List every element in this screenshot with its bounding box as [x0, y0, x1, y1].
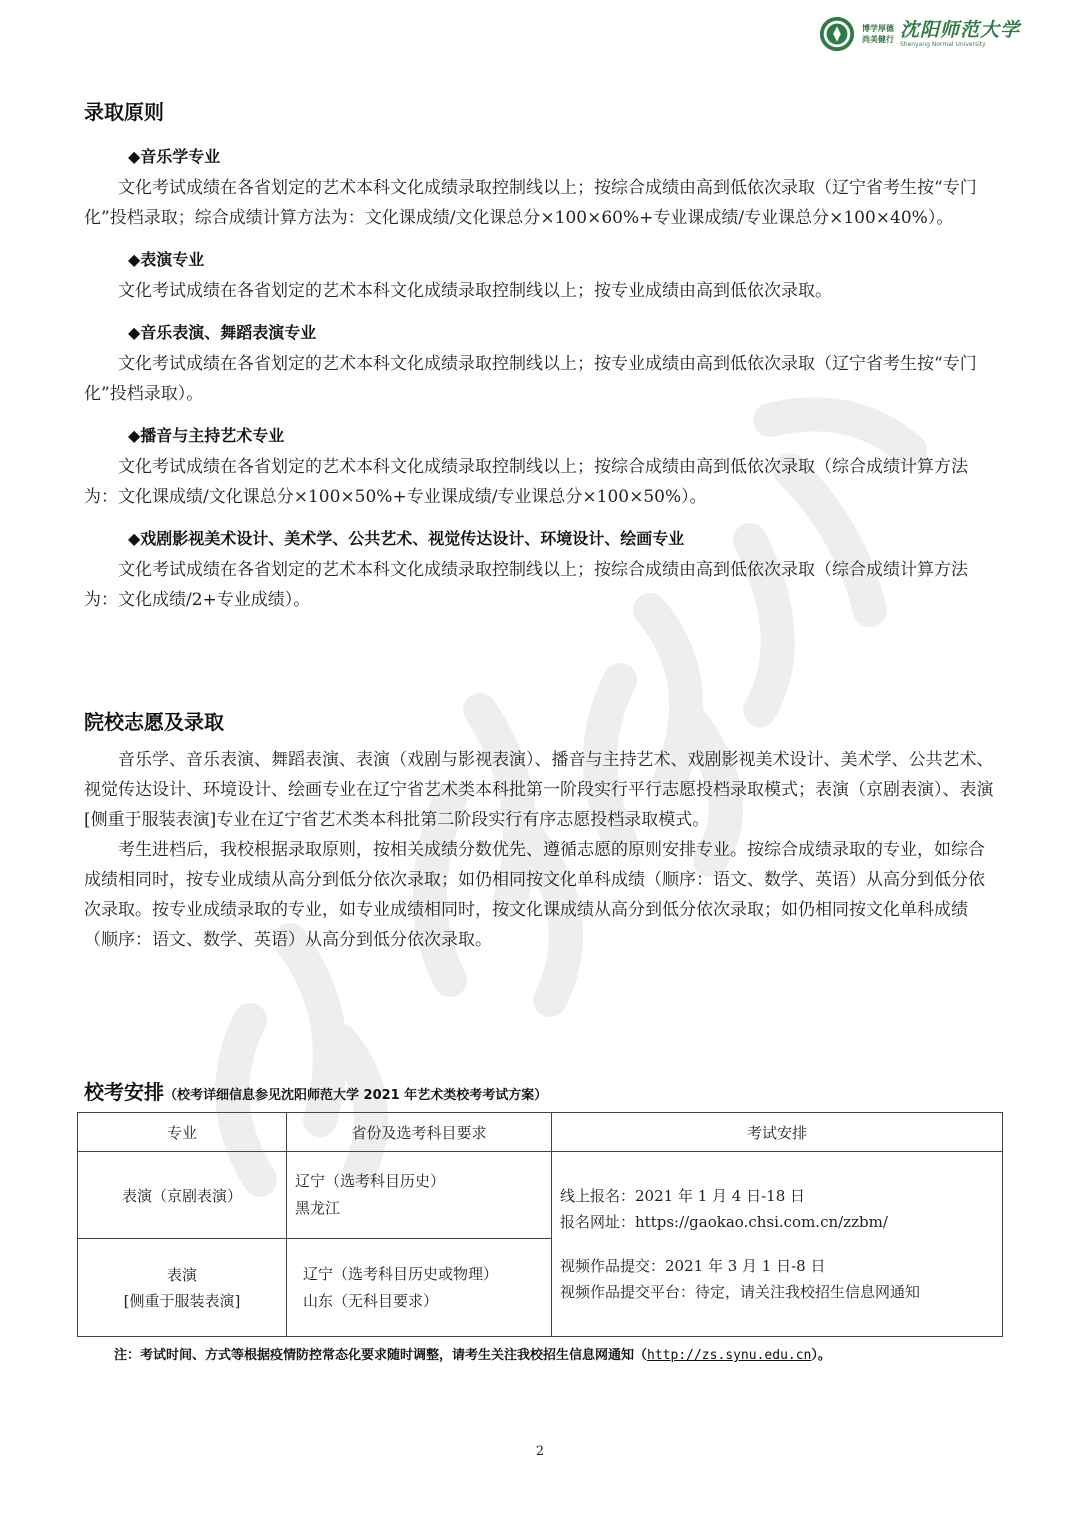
- province-line: 辽宁（选考科目历史或物理）: [303, 1264, 499, 1283]
- footnote: [114, 1344, 831, 1363]
- province-line: 辽宁（选考科目历史）: [295, 1172, 446, 1190]
- volunteer-admission-section: [84, 706, 1000, 955]
- admission-principles-list: [84, 144, 1000, 615]
- exam-provinces-cell: [287, 1239, 552, 1337]
- header-logo: [818, 14, 1020, 54]
- section-title-admission-principles: 录取原则: [84, 100, 164, 124]
- principle-heading-music: ◆音乐学专业: [128, 147, 221, 166]
- exam-major-cell: [78, 1239, 287, 1337]
- principle-text-performance: 文化考试成绩在各省划定的艺术本科文化成绩录取控制线以上；按专业成绩由高到低依次录取。: [118, 281, 832, 301]
- principle-text-music-dance: 文化考试成绩在各省划定的艺术本科文化成绩录取控制线以上；按专业成绩由高到低依次录取（辽宁省考生按“专门化”投档录取）。: [84, 354, 977, 404]
- university-name: [900, 19, 1020, 49]
- volunteer-paragraph-2: 考生进档后，我校根据录取原则，按相关成绩分数优先、遵循志愿的原则安排专业。按综合成绩录取的专业，如综合成绩相同时，按专业成绩从高分到低分依次录取；如仍相同按文化单科成绩（顺序：语文、数学、英语）从高分到低分依次录取。按专业成绩录取的专业，如专业成绩相同时，按文化课成绩从高分到低分依次录取；如仍相同按文化单科成绩（顺序：语文、数学、英语）从高分到低分依次录取。: [84, 840, 985, 950]
- footnote-suffix: ）。: [811, 1348, 831, 1363]
- exam-table-header-row: [78, 1113, 1003, 1152]
- arrangement-line: 线上报名：2021 年 1 月 4 日-18 日: [560, 1187, 806, 1205]
- table-row: [78, 1152, 1003, 1239]
- page-number: 2: [535, 1444, 545, 1459]
- volunteer-paragraph-1: 音乐学、音乐表演、舞蹈表演、表演（戏剧与影视表演）、播音与主持艺术、戏剧影视美术设计、美术学、公共艺术、视觉传达设计、环境设计、绘画专业在辽宁省艺术类本科批第一阶段实行平行志愿投档录取模式；表演（京剧表演）、表演[侧重于服装表演]专业在辽宁省艺术类本科批第二阶段实行有序志愿投档录取模式。: [84, 750, 994, 830]
- major-line: 表演: [166, 1265, 197, 1284]
- arrangement-line: 视频作品提交平台：待定，请关注我校招生信息网通知: [560, 1283, 921, 1301]
- principle-text-broadcasting: 文化考试成绩在各省划定的艺术本科文化成绩录取控制线以上；按综合成绩由高到低依次录取（综合成绩计算方法为：文化课成绩/文化课总分×100×50%+专业课成绩/专业课总分×100×50%）。: [84, 457, 968, 507]
- major-line: [侧重于服装表演]: [123, 1291, 241, 1310]
- exam-table: [77, 1112, 1003, 1337]
- principle-heading-music-dance: ◆音乐表演、舞蹈表演专业: [128, 323, 317, 342]
- university-name-cn: 沈阳师范大学: [899, 19, 1020, 41]
- exam-header-provinces: 省份及选考科目要求: [287, 1113, 552, 1152]
- province-line: 山东（无科目要求）: [303, 1291, 439, 1310]
- university-name-en: Shenyang Normal University: [899, 41, 986, 48]
- motto: [862, 23, 894, 45]
- section-title-volunteer-admission: 院校志愿及录取: [84, 710, 224, 734]
- exam-header-arrangement: 考试安排: [552, 1113, 1003, 1152]
- motto-line1: 博学厚德: [861, 24, 894, 33]
- section-title-exam: 校考安排: [84, 1080, 164, 1104]
- exam-header-major: 专业: [78, 1113, 287, 1152]
- principle-heading-art-design: ◆戏剧影视美术设计、美术学、公共艺术、视觉传达设计、环境设计、绘画专业: [128, 529, 685, 548]
- principle-text-music: 文化考试成绩在各省划定的艺术本科文化成绩录取控制线以上；按综合成绩由高到低依次录取（辽宁省考生按“专门化”投档录取；综合成绩计算方法为：文化课成绩/文化课总分×100×60%+专业课成绩/专业课总分×100×40%）。: [84, 178, 977, 228]
- principle-text-art-design: 文化考试成绩在各省划定的艺术本科文化成绩录取控制线以上；按综合成绩由高到低依次录取（综合成绩计算方法为：文化成绩/2+专业成绩）。: [84, 560, 968, 610]
- principle-heading-broadcasting: ◆播音与主持艺术专业: [128, 426, 285, 445]
- exam-arrangement-cell: [552, 1152, 1003, 1337]
- principle-heading-performance: ◆表演专业: [128, 250, 205, 269]
- footnote-text: 注：考试时间、方式等根据疫情防控常态化要求随时调整，请考生关注我校招生信息网通知（: [114, 1348, 648, 1363]
- province-line: 黑龙江: [295, 1199, 341, 1217]
- motto-line2: 尚美健行: [861, 35, 894, 44]
- university-emblem-icon: [818, 15, 856, 53]
- arrangement-line: 报名网址：https://gaokao.chsi.com.cn/zzbm/: [560, 1213, 888, 1231]
- exam-major-cell: 表演（京剧表演）: [78, 1152, 287, 1239]
- exam-provinces-cell: [287, 1152, 552, 1239]
- admission-website-link[interactable]: http://zs.synu.edu.cn: [647, 1348, 812, 1363]
- exam-section-heading: [84, 1076, 547, 1105]
- exam-title-note: （校考详细信息参见沈阳师范大学 2021 年艺术类校考考试方案）: [164, 1088, 548, 1103]
- arrangement-line: 视频作品提交：2021 年 3 月 1 日-8 日: [560, 1257, 826, 1275]
